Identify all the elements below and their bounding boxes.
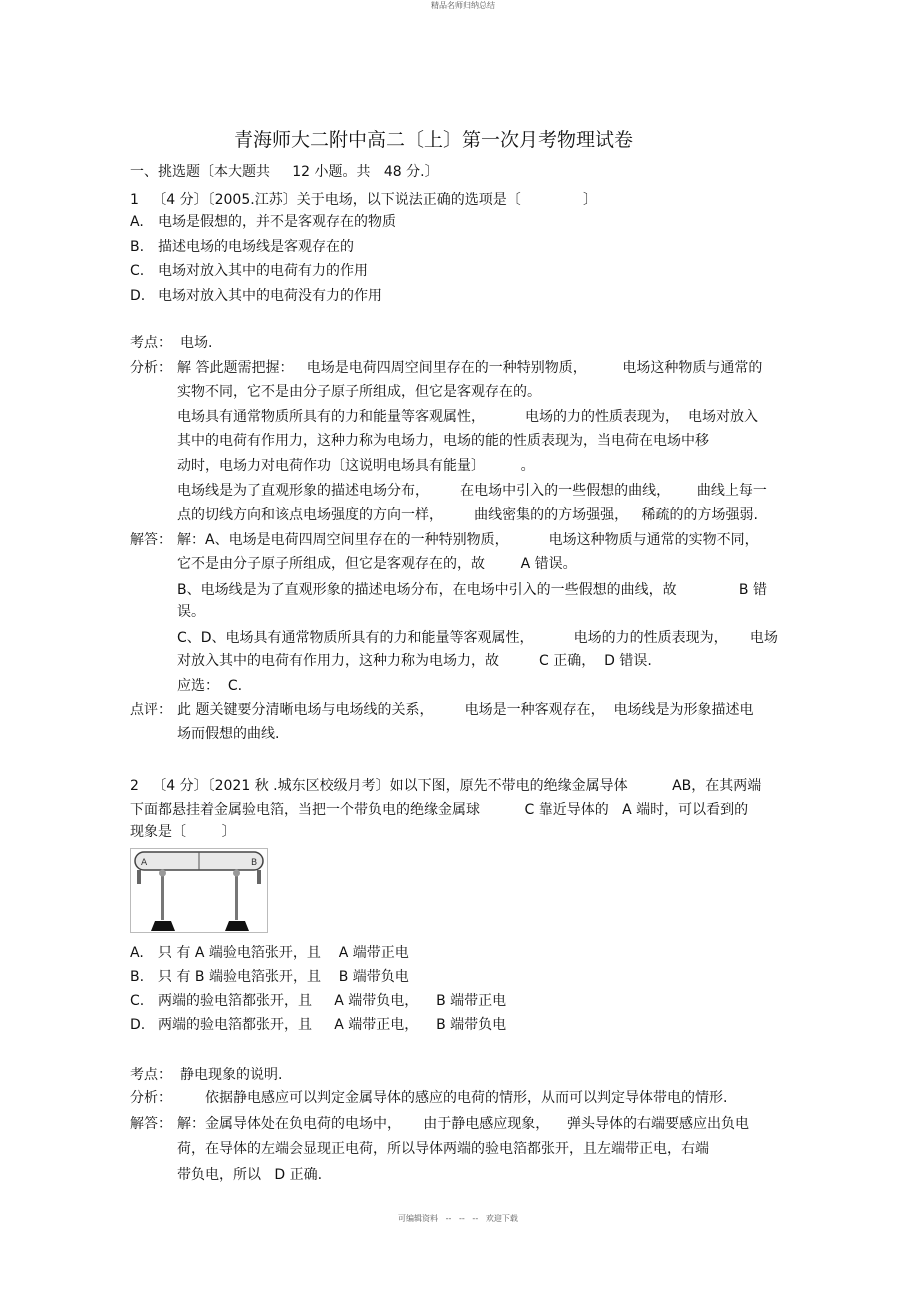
q1-jieda-line: 解：A、电场是电荷四周空间里存在的一种特别物质， 电场这种物质与通常的实物不同， [177,532,759,548]
page-footer: 可编辑资料 -- -- -- 欢迎下载 [398,1214,518,1223]
option-key: D. [130,1017,146,1033]
q1-jieda-line: 对放入其中的电荷有作用力，这种力称为电场力，故 C 正确， D 错误. [177,653,652,669]
q1-jieda-line: B、电场线是为了直观形象的描述电场分布，在电场中引入的一些假想的曲线，故 B 错 [177,582,767,598]
conductor-electroscope-figure [130,848,268,933]
q1-fenxi-line: 解 答此题需把握： 电场是电荷四周空间里存在的一种特别物质， 电场这种物质与通常的 [177,360,763,376]
q1-fenxi-line: 电场线是为了直观形象的描述电场分布， 在电场中引入的一些假想的曲线， 曲线上每一 [177,483,767,499]
q2-jieda-line: 荷，在导体的左端会显现正电荷，所以导体两端的验电箔都张开，且左端带正电，右端 [177,1141,709,1157]
figure-label-b: B [251,858,258,868]
option-text: 两端的验电箔都张开，且 A 端带正电， B 端带负电 [158,1017,507,1033]
section-heading: 一、挑选题〔本大题共 12 小题。共 48 分.〕 [130,164,439,180]
option-text: 描述电场的电场线是客观存在的 [158,239,354,255]
q1-option-c [130,263,368,279]
option-key: C. [130,993,145,1009]
q1-fenxi-line: 电场具有通常物质所具有的力和能量等客观属性， 电场的力的性质表现为， 电场对放入 [177,409,758,425]
option-text: 两端的验电箔都张开，且 A 端带负电， B 端带正电 [158,993,507,1009]
q2-jieda-line: 带负电，所以 D 正确. [177,1167,323,1183]
q2-option-a [130,945,409,961]
option-key: B. [130,239,145,255]
q1-jieda-line: 误。 [177,604,205,620]
q2-stem-line: 下面都悬挂着金属验电箔，当把一个带负电的绝缘金属球 C 靠近导体的 A 端时，可以看到的 [130,802,749,818]
q2-option-b [130,969,409,985]
option-key: A. [130,945,144,961]
option-key: B. [130,969,145,985]
q1-jieda-line: C、D、电场具有通常物质所具有的力和能量等客观属性， 电场的力的性质表现为， 电场 [177,630,778,646]
conductor-illustration [131,849,267,932]
option-key: C. [130,263,145,279]
option-text: 电场对放入其中的电荷有力的作用 [158,263,368,279]
q1-jieda-line: 应选： C. [177,678,243,694]
q1-fenxi-line: 其中的电荷有作用力，这种力称为电场力，电场的能的性质表现为，当电荷在电场中移 [177,433,709,449]
q1-option-b [130,239,354,255]
q1-dianping-label: 点评： [130,702,172,718]
option-text: 只 有 A 端验电箔张开，且 A 端带正电 [158,945,409,961]
q1-dianping-line: 场而假想的曲线. [177,726,280,742]
q2-jieda-label: 解答： [130,1116,172,1132]
q2-fenxi: 依据静电感应可以判定金属导体的感应的电荷的情形，从而可以判定导体带电的情形. [205,1090,728,1106]
option-text: 只 有 B 端验电箔张开，且 B 端带负电 [158,969,409,985]
option-text: 电场对放入其中的电荷没有力的作用 [158,288,382,304]
q2-option-d [130,1017,506,1033]
option-key: A. [130,214,144,230]
q2-stem-line: 现象是〔 〕 [130,824,236,840]
q1-fenxi-line: 点的切线方向和该点电场强度的方向一样， 曲线密集的的方场强强， 稀疏的的方场强弱. [177,507,758,523]
q1-fenxi-line: 动时，电场力对电荷作功〔这说明电场具有能量〕 。 [177,458,535,474]
figure-label-a: A [141,858,148,868]
q1-stem: 1 〔4 分〕〔2005.江苏〕关于电场，以下说法正确的选项是〔 〕 [130,192,597,208]
page-title: 青海师大二附中高二〔上〕第一次月考物理试卷 [234,129,634,151]
q2-fenxi-label: 分析： [130,1090,172,1106]
q2-stem-line: 2 〔4 分〕〔2021 秋 .城东区校级月考〕如以下图，原先不带电的绝缘金属导体 AB，在其两端 [130,778,762,794]
q2-option-c [130,993,506,1009]
q2-kaodian: 静电现象的说明. [180,1067,283,1083]
q1-kaodian-label: 考点： [130,335,172,351]
q1-kaodian: 电场. [180,335,213,351]
option-text: 电场是假想的，并不是客观存在的物质 [158,214,396,230]
q1-option-a [130,214,396,230]
q1-fenxi-label: 分析： [130,360,172,376]
q2-jieda-line: 解：金属导体处在负电荷的电场中， 由于静电感应现象， 弹头导体的右端要感应出负电 [177,1116,750,1132]
q1-jieda-label: 解答： [130,532,172,548]
q1-fenxi-line: 实物不同，它不是由分子原子所组成，但它是客观存在的。 [177,384,541,400]
q1-jieda-line: 它不是由分子原子所组成，但它是客观存在的，故 A 错误。 [177,556,577,572]
q1-dianping-line: 此 题关键要分清晰电场与电场线的关系， 电场是一种客观存在， 电场线是为形象描述电 [177,702,754,718]
option-key: D. [130,288,146,304]
q1-option-d [130,288,382,304]
q2-kaodian-label: 考点： [130,1067,172,1083]
page-header: 精品名师归纳总结 [431,1,495,10]
